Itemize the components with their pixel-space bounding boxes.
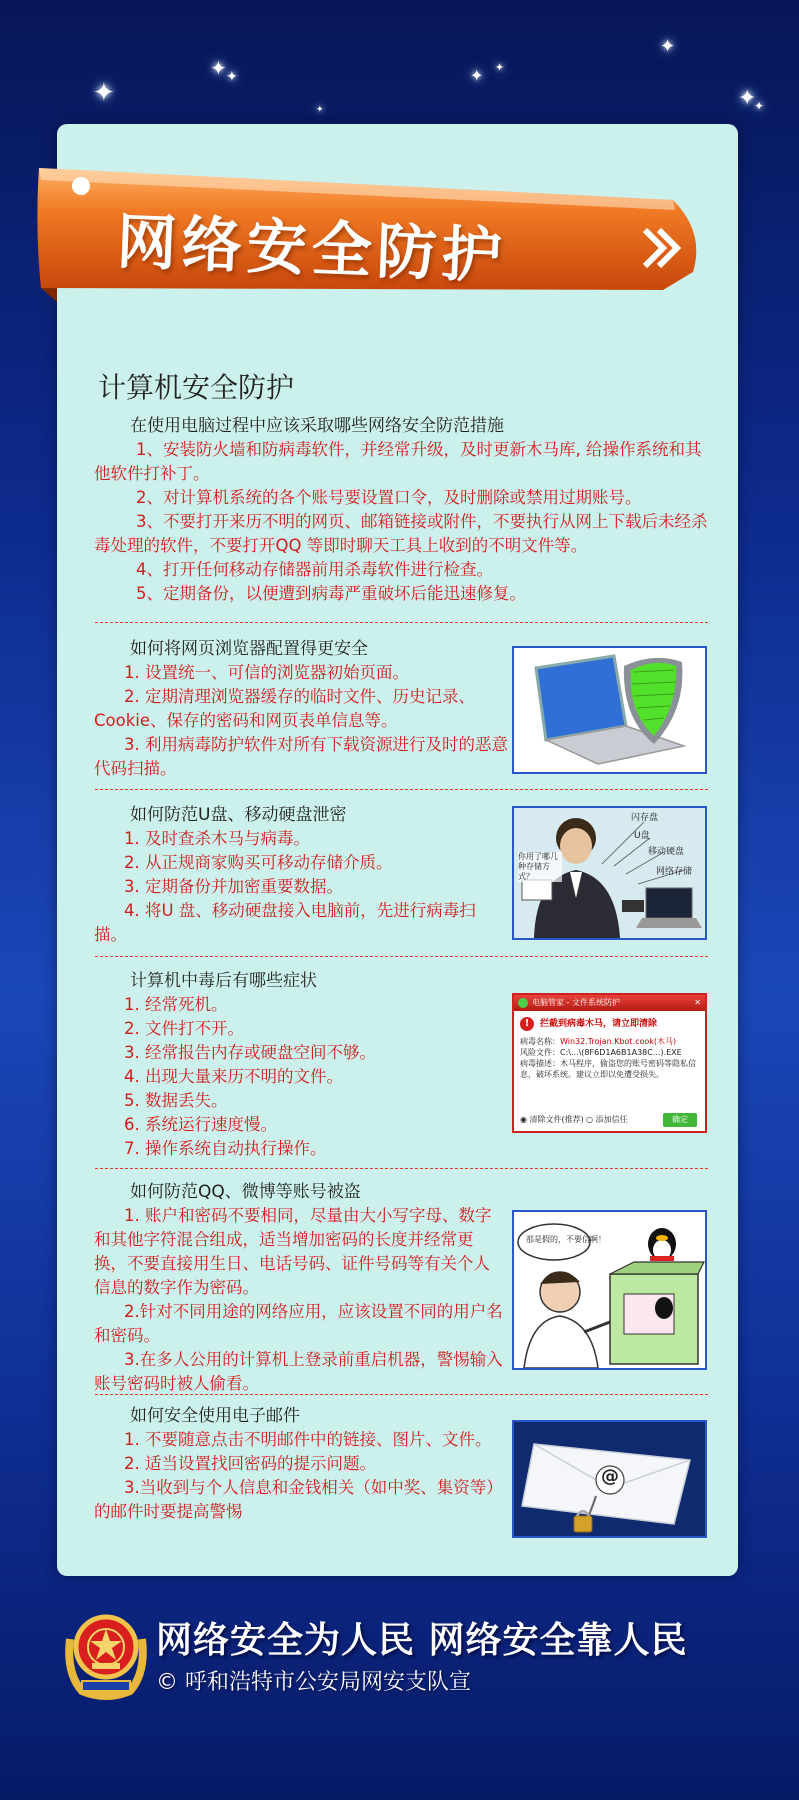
label-flash: 闪存盘 bbox=[631, 813, 659, 823]
label-udisk: U盘 bbox=[634, 831, 650, 841]
virus-desc-label: 病毒描述： bbox=[520, 1059, 560, 1068]
footer-slogan: 网络安全为人民 网络安全靠人民 bbox=[156, 1620, 688, 1661]
usb-item: 4. 将U 盘、移动硬盘接入电脑前，先进行病毒扫描。 bbox=[94, 901, 476, 944]
virus-item: 7. 操作系统自动执行操作。 bbox=[124, 1139, 327, 1158]
star-sparkle: ✦ bbox=[210, 56, 227, 80]
intro-heading: 在使用电脑过程中应该采取哪些网络安全防范措施 bbox=[130, 416, 504, 436]
qq-item: 2.针对不同用途的网络应用，应该设置不同的用户名和密码。 bbox=[94, 1302, 503, 1345]
star-sparkle: ✦ bbox=[660, 36, 676, 57]
dialog-titlebar bbox=[514, 995, 705, 1011]
qq-section bbox=[94, 1180, 504, 1396]
qq-cartoon-image bbox=[512, 1210, 707, 1370]
intro-item: 1、安装防火墙和防病毒软件，并经常升级，及时更新木马库, 给操作系统和其他软件打补丁。 bbox=[94, 440, 702, 483]
intro-item: 5、定期备份，以便遭到病毒严重破坏后能迅速修复。 bbox=[136, 584, 526, 603]
virus-desc-value: 木马程序，偷盗您的账号密码等隐私信息，破坏系统。建议立即以免遭受损失。 bbox=[520, 1059, 696, 1079]
intro-item: 4、打开任何移动存储器前用杀毒软件进行检查。 bbox=[136, 560, 493, 579]
section-title: 计算机安全防护 bbox=[98, 371, 295, 404]
email-section bbox=[94, 1404, 504, 1524]
option-trust-label: 添加信任 bbox=[595, 1115, 628, 1124]
guard-icon bbox=[518, 998, 528, 1008]
browser-item: 1. 设置统一、可信的浏览器初始页面。 bbox=[124, 663, 409, 682]
email-image bbox=[512, 1420, 707, 1538]
email-heading: 如何安全使用电子邮件 bbox=[130, 1406, 300, 1426]
virus-heading: 计算机中毒后有哪些症状 bbox=[130, 971, 317, 991]
virus-item: 5. 数据丢失。 bbox=[124, 1091, 228, 1110]
cartoon-bubble: 那是假的，不要信啊！ bbox=[526, 1235, 606, 1244]
warning-icon: ! bbox=[520, 1017, 534, 1031]
intro-item: 3、不要打开来历不明的网页、邮箱链接或附件，不要执行从网上下载后未经杀毒处理的软件，不要打开QQ 等即时聊天工具上收到的不明文件等。 bbox=[94, 512, 708, 555]
risk-file-label: 风险文件： bbox=[520, 1048, 560, 1057]
email-item: 2. 适当设置找回密码的提示问题。 bbox=[124, 1454, 376, 1473]
usb-item: 2. 从正规商家购买可移动存储介质。 bbox=[124, 853, 393, 872]
dialog-title: 电脑管家 - 文件系统防护 bbox=[532, 998, 620, 1007]
usb-item: 1. 及时查杀木马与病毒。 bbox=[124, 829, 310, 848]
dialog-body bbox=[514, 1011, 705, 1080]
virus-alert-dialog bbox=[512, 993, 707, 1133]
browser-heading: 如何将网页浏览器配置得更安全 bbox=[130, 639, 368, 659]
intro-section bbox=[94, 414, 708, 606]
browser-section bbox=[94, 637, 508, 781]
qq-heading: 如何防范QQ、微博等账号被盗 bbox=[130, 1182, 361, 1202]
virus-item: 2. 文件打不开。 bbox=[124, 1019, 244, 1038]
section-divider bbox=[95, 789, 708, 790]
virus-item: 3. 经常报告内存或硬盘空间不够。 bbox=[124, 1043, 376, 1062]
email-item: 1. 不要随意点击不明邮件中的链接、图片、文件。 bbox=[124, 1430, 492, 1449]
laptop-shield-image bbox=[512, 646, 707, 774]
star-sparkle: ✦ bbox=[754, 99, 765, 113]
footer-credit: © 呼和浩特市公安局网安支队宣 bbox=[156, 1670, 471, 1695]
email-item: 3.当收到与个人信息和金钱相关（如中奖、集资等）的邮件时要提高警惕 bbox=[94, 1478, 503, 1521]
dialog-alert: 拦截到病毒木马，请立即清除 bbox=[540, 1018, 658, 1029]
option-trust[interactable]: ○ 添加信任 bbox=[586, 1115, 628, 1124]
laptop-shield-illustration bbox=[514, 648, 705, 772]
star-sparkle: ✦ bbox=[93, 78, 115, 108]
qq-item: 3.在多人公用的计算机上登录前重启机器，警惕输入账号密码时被人偷看。 bbox=[94, 1350, 503, 1393]
banner-title: 网络安全防护 bbox=[115, 207, 508, 292]
star-sparkle: ✦ bbox=[738, 86, 757, 111]
virus-item: 4. 出现大量来历不明的文件。 bbox=[124, 1067, 343, 1086]
at-icon: @ bbox=[601, 1466, 619, 1487]
label-network: 网络存储 bbox=[656, 867, 693, 877]
browser-item: 2. 定期清理浏览器缓存的临时文件、历史记录、Cookie、保存的密码和网页表单信息等。 bbox=[94, 687, 475, 730]
browser-item: 3. 利用病毒防护软件对所有下载资源进行及时的恶意代码扫描。 bbox=[94, 735, 508, 778]
usb-item: 3. 定期备份并加密重要数据。 bbox=[124, 877, 343, 896]
virus-name-label: 病毒名称： bbox=[520, 1037, 560, 1046]
police-emblem bbox=[62, 1603, 150, 1701]
star-sparkle: ✦ bbox=[470, 66, 484, 85]
star-sparkle: ✦ bbox=[316, 105, 324, 115]
section-divider bbox=[95, 956, 708, 957]
virus-section bbox=[94, 969, 508, 1161]
storage-image bbox=[512, 806, 707, 940]
police-emblem-shape bbox=[62, 1603, 150, 1701]
title-ribbon bbox=[33, 160, 705, 320]
intro-item: 2、对计算机系统的各个账号要设置口令，及时删除或禁用过期账号。 bbox=[136, 488, 642, 507]
confirm-button[interactable]: 确定 bbox=[663, 1113, 697, 1127]
label-hdd: 移动硬盘 bbox=[648, 847, 685, 857]
section-divider bbox=[95, 622, 708, 623]
qq-item: 1. 账户和密码不要相同，尽量由大小写字母、数字和其他字符混合组成，适当增加密码的长度并经常更换，不要直接用生日、电话号码、证件号码等有关个人信息的数字作为密码。 bbox=[94, 1206, 492, 1297]
virus-item: 1. 经常死机。 bbox=[124, 995, 228, 1014]
virus-name-value: Win32.Trojan.Kbot.cook(木马) bbox=[560, 1037, 677, 1046]
virus-item: 6. 系统运行速度慢。 bbox=[124, 1115, 277, 1134]
risk-file-value: C:\...\(8F6D1A6B1A38C...).EXE bbox=[560, 1048, 682, 1057]
section-divider bbox=[95, 1394, 708, 1395]
label-question: 你用了哪几种存储方式？ bbox=[518, 852, 562, 882]
star-sparkle: ✦ bbox=[226, 69, 238, 85]
usb-heading: 如何防范U盘、移动硬盘泄密 bbox=[130, 805, 347, 825]
option-clean[interactable]: ◉ 清除文件(推荐) bbox=[520, 1115, 584, 1124]
section-divider bbox=[95, 1168, 708, 1169]
option-clean-label: 清除文件(推荐) bbox=[529, 1115, 584, 1124]
usb-section bbox=[94, 803, 508, 947]
close-icon[interactable]: ✕ bbox=[694, 998, 701, 1007]
star-sparkle: ✦ bbox=[495, 61, 505, 74]
